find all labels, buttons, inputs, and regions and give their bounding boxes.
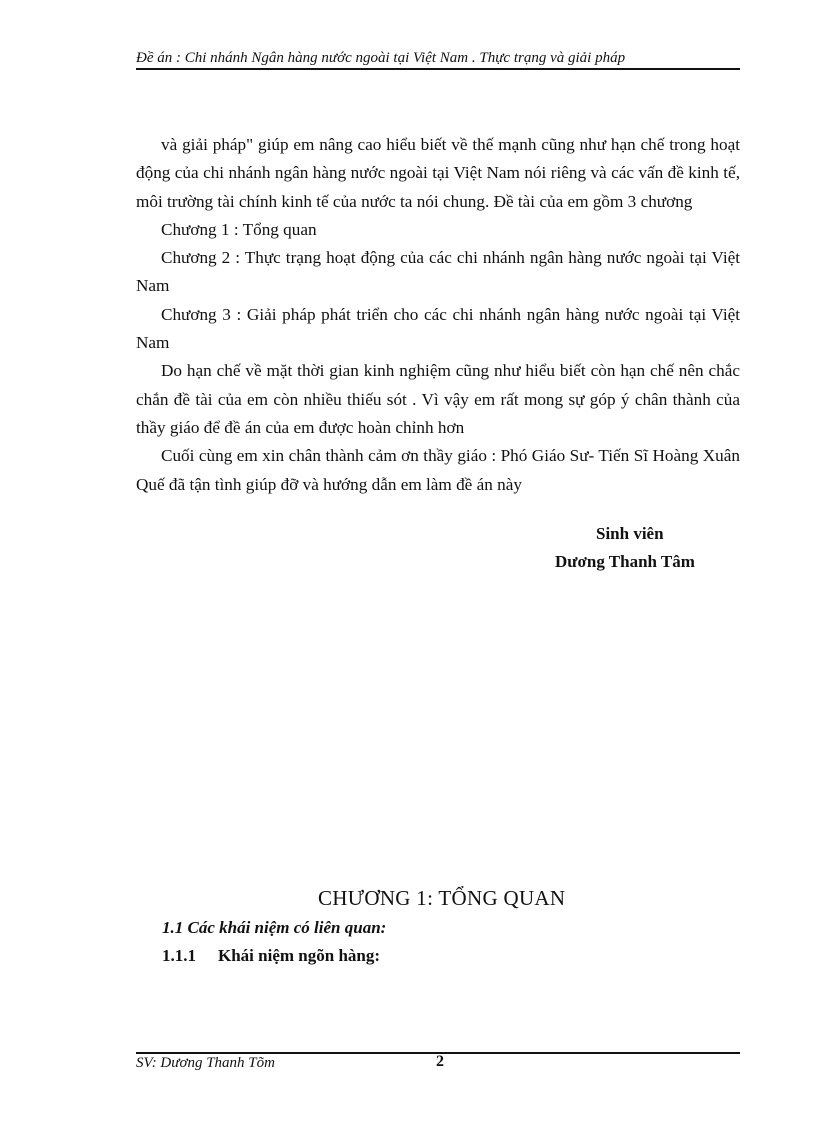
section-heading: 1.1 Các khái niệm có liên quan:: [162, 918, 387, 937]
subsection-number: 1.1.1: [162, 946, 196, 965]
page-header: Đề án : Chi nhánh Ngân hàng nước ngoài tại Việt Nam . Thực trạng và giải pháp: [136, 48, 740, 70]
chapter-list-item-1: Chương 1 : Tổng quan: [161, 219, 317, 239]
paragraph-thanks: Cuối cùng em xin chân thành cảm ơn thầy giáo : Phó Giáo Sư- Tiến Sĩ Hoàng Xuân Quế đã tận tình giúp đỡ và hướng dẫn em làm đề án này: [136, 446, 740, 494]
footer-student: SV: Dương Thanh Tõm: [136, 1055, 275, 1071]
page-number: 2: [436, 1053, 444, 1070]
chapter-list-item-3: Chương 3 : Giải pháp phát triển cho các chi nhánh ngân hàng nước ngoài tại Việt Nam: [136, 304, 740, 353]
chapter-title: CHƯƠNG 1: TỔNG QUAN: [318, 886, 566, 910]
subsection-heading: [162, 946, 380, 966]
signature-name: Dương Thanh Tâm: [555, 552, 695, 571]
chapter-list-item-2: Chương 2 : Thực trạng hoạt động của các chi nhánh ngân hàng nước ngoài tại Việt Nam: [136, 248, 740, 296]
signature-role: Sinh viên: [596, 524, 664, 543]
paragraph-limitations: Do hạn chế về mặt thời gian kinh nghiệm cũng như hiểu biết còn hạn chế nên chắc chắn đề tài của em còn nhiều thiếu sót . Vì vậy em rất mong sự góp ý chân thành của thầy giáo để đề án của em được hoàn chỉnh hơn: [136, 361, 740, 437]
paragraph-intro: và giải pháp" giúp em nâng cao hiểu biết về thế mạnh cũng như hạn chế trong hoạt động của chi nhánh ngân hàng nước ngoài tại Việt Nam nói riêng và các vấn đề kinh tế, môi trường tài chính kinh tế của nước ta nói chung. Đề tài của em gồm 3 chương: [136, 135, 740, 211]
subsection-title: Khái niệm ngõn hàng:: [218, 946, 381, 965]
body-text: [136, 131, 740, 499]
